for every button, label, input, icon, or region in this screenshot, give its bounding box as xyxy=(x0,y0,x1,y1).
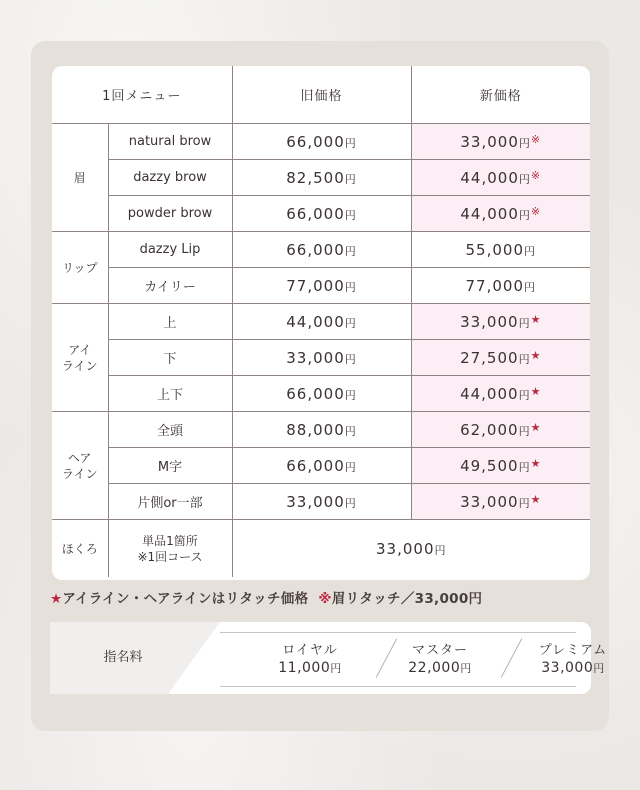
header-menu: 1回メニュー xyxy=(52,66,232,124)
new-price: 77,000円 xyxy=(411,268,590,304)
old-price: 66,000円 xyxy=(232,124,411,160)
item-name: 下 xyxy=(108,340,232,376)
old-price: 77,000円 xyxy=(232,268,411,304)
table-row xyxy=(52,376,590,412)
item-name: 片側or一部 xyxy=(108,484,232,520)
nomination-price: 33,000円 xyxy=(541,660,605,676)
new-price: 44,000円★ xyxy=(411,376,590,412)
old-price: 44,000円 xyxy=(232,304,411,340)
item-name: 上下 xyxy=(108,376,232,412)
price-table-card xyxy=(52,66,590,580)
item-name: natural brow xyxy=(108,124,232,160)
table-row xyxy=(52,412,590,448)
table-row xyxy=(52,268,590,304)
table-row xyxy=(52,160,590,196)
table-row xyxy=(52,124,590,160)
nomination-title: マスター xyxy=(411,643,468,658)
old-price: 82,500円 xyxy=(232,160,411,196)
table-row xyxy=(52,520,590,578)
header-old-price: 旧価格 xyxy=(232,66,411,124)
item-name: カイリー xyxy=(108,268,232,304)
new-price: 33,000円※ xyxy=(411,124,590,160)
nomination-items xyxy=(255,632,625,685)
new-price: 55,000円 xyxy=(411,232,590,268)
table-row xyxy=(52,304,590,340)
new-price: 33,000円★ xyxy=(411,484,590,520)
old-price: 33,000円 xyxy=(232,340,411,376)
nomination-title: ロイヤル xyxy=(282,643,338,658)
mole-price: 33,000円 xyxy=(232,520,590,578)
price-table xyxy=(52,66,590,577)
old-price: 66,000円 xyxy=(232,448,411,484)
header-new-price: 新価格 xyxy=(411,66,590,124)
item-name: powder brow xyxy=(108,196,232,232)
item-name: 上 xyxy=(108,304,232,340)
item-name: 全頭 xyxy=(108,412,232,448)
kome-icon: ※ xyxy=(318,591,332,607)
category-hairline: ヘア ライン xyxy=(52,412,108,520)
new-price: 49,500円★ xyxy=(411,448,590,484)
star-note-text: アイライン・ヘアラインはリタッチ価格 xyxy=(62,591,309,607)
table-row xyxy=(52,340,590,376)
table-row xyxy=(52,196,590,232)
nomination-price: 11,000円 xyxy=(278,660,342,676)
nomination-item-royal xyxy=(255,632,365,685)
category-mole: ほくろ xyxy=(52,520,108,578)
category-lip: リップ xyxy=(52,232,108,304)
old-price: 66,000円 xyxy=(232,376,411,412)
table-row xyxy=(52,484,590,520)
star-mark: ★ xyxy=(530,312,542,326)
kome-mark: ※ xyxy=(530,168,542,182)
nomination-title: プレミアム xyxy=(538,643,608,658)
nomination-price: 22,000円 xyxy=(408,660,472,676)
old-price: 88,000円 xyxy=(232,412,411,448)
new-price: 44,000円※ xyxy=(411,160,590,196)
new-price: 62,000円★ xyxy=(411,412,590,448)
table-row xyxy=(52,448,590,484)
star-mark: ★ xyxy=(530,456,542,470)
kome-mark: ※ xyxy=(530,132,542,146)
old-price: 33,000円 xyxy=(232,484,411,520)
new-price: 44,000円※ xyxy=(411,196,590,232)
item-name: dazzy Lip xyxy=(108,232,232,268)
item-name: dazzy brow xyxy=(108,160,232,196)
nomination-fee-card xyxy=(50,622,608,694)
star-mark: ★ xyxy=(530,492,542,506)
nomination-label: 指名料 xyxy=(103,650,143,665)
new-price: 27,500円★ xyxy=(411,340,590,376)
kome-note-text: 眉リタッチ／33,000円 xyxy=(331,591,483,607)
old-price: 66,000円 xyxy=(232,232,411,268)
star-mark: ★ xyxy=(530,384,542,398)
nomination-item-master xyxy=(385,632,495,685)
category-eyeline: アイ ライン xyxy=(52,304,108,412)
item-name: M字 xyxy=(108,448,232,484)
star-mark: ★ xyxy=(530,348,542,362)
new-price: 33,000円★ xyxy=(411,304,590,340)
price-note xyxy=(50,587,610,607)
table-header-row xyxy=(52,66,590,124)
star-icon: ★ xyxy=(50,591,63,607)
item-name: 単品1箇所 ※1回コース xyxy=(108,520,232,578)
old-price: 66,000円 xyxy=(232,196,411,232)
nomination-item-premium xyxy=(513,632,633,685)
star-mark: ★ xyxy=(530,420,542,434)
kome-mark: ※ xyxy=(530,204,542,218)
table-row xyxy=(52,232,590,268)
category-brow: 眉 xyxy=(52,124,108,232)
